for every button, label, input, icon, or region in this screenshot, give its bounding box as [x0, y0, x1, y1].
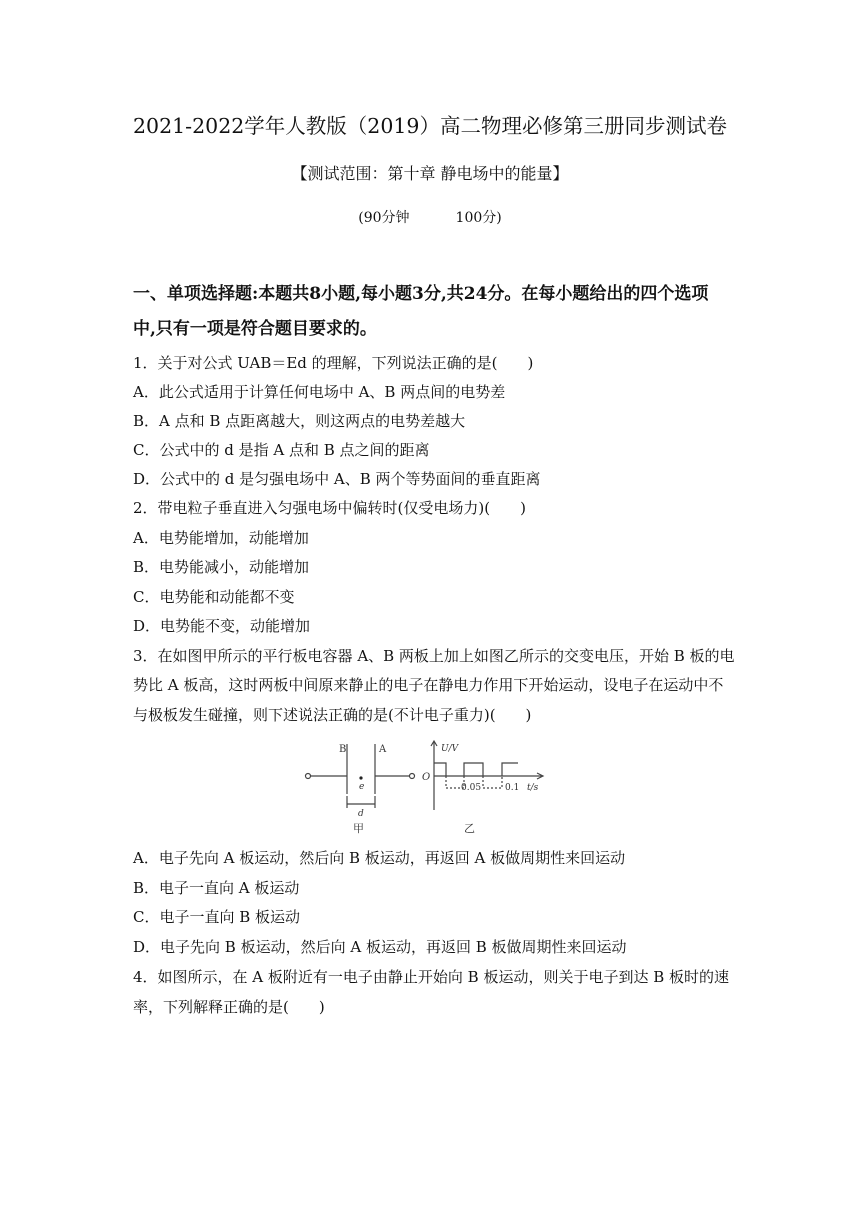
question-1-option-b: B．A 点和 B 点距离越大，则这两点的电势差越大 — [133, 412, 466, 430]
question-2-option-d: D．电势能不变，动能增加 — [133, 617, 311, 635]
exam-title: 2021-2022学年人教版（2019）高二物理必修第三册同步测试卷 — [133, 114, 727, 138]
wave-segment-1 — [434, 763, 446, 776]
u-axis-label: U/V — [441, 744, 459, 754]
question-1-option-c: C．公式中的 d 是指 A 点和 B 点之间的距离 — [133, 441, 430, 459]
electron-dot — [359, 776, 362, 779]
right-terminal — [410, 774, 415, 779]
test-scope: 【测试范围：第十章 静电场中的能量】 — [291, 164, 569, 183]
caption-yi: 乙 — [464, 822, 475, 835]
question-3-stem-line1: 3．在如图甲所示的平行板电容器 A、B 两板上加上如图乙所示的交变电压，开始 B 板的电 — [133, 647, 735, 665]
question-2-option-b: B．电势能减小，动能增加 — [133, 558, 310, 576]
question-3-stem-line2: 势比 A 板高，这时两板中间原来静止的电子在静电力作用下开始运动，设电子在运动中不 — [133, 676, 724, 694]
origin-label: O — [422, 772, 431, 783]
caption-jia: 甲 — [353, 822, 364, 835]
question-4-stem-line1: 4．如图所示，在 A 板附近有一电子由静止开始向 B 板运动，则关于电子到达 B 板时的速 — [133, 968, 730, 986]
left-terminal — [306, 774, 311, 779]
question-1-stem: 1．关于对公式 UAB＝Ed 的理解，下列说法正确的是( ) — [133, 354, 534, 372]
plate-a-label: A — [379, 744, 387, 755]
tick-label-01: 0.1 — [505, 783, 520, 793]
plate-b-label: B — [339, 744, 347, 755]
duration: (90分钟 — [358, 210, 410, 226]
question-3-stem-line3: 与极板发生碰撞，则下述说法正确的是(不计电子重力)( ) — [133, 706, 532, 724]
capacitor-and-voltage-figure — [300, 738, 560, 838]
wave-segment-5 — [502, 763, 518, 776]
question-3-figure — [300, 738, 560, 838]
question-3-option-c: C．电子一直向 B 板运动 — [133, 908, 301, 926]
question-3-option-b: B．电子一直向 A 板运动 — [133, 879, 300, 897]
wave-segment-4 — [483, 776, 502, 788]
time-score-info — [0, 207, 860, 229]
question-3-option-d: D．电子先向 B 板运动，然后向 A 板运动，再返回 B 板做周期性来回运动 — [133, 938, 627, 956]
question-2-option-c: C．电势能和动能都不变 — [133, 588, 295, 606]
capacitor-diagram — [306, 744, 415, 808]
gap-label: d — [358, 809, 364, 819]
tick-label-005: 0.05 — [461, 783, 482, 793]
question-1-option-d: D．公式中的 d 是匀强电场中 A、B 两个等势面间的垂直距离 — [133, 470, 541, 488]
question-2-stem: 2．带电粒子垂直进入匀强电场中偏转时(仅受电场力)( ) — [133, 499, 526, 517]
electron-label: e — [359, 782, 365, 792]
question-4-stem-line2: 率，下列解释正确的是( ) — [133, 998, 325, 1016]
total-score: 100分) — [455, 210, 502, 226]
question-3-option-a: A．电子先向 A 板运动，然后向 B 板运动，再返回 A 板做周期性来回运动 — [133, 849, 626, 867]
t-axis-label: t/s — [527, 783, 539, 793]
question-2-option-a: A．电势能增加，动能增加 — [133, 529, 309, 547]
question-1-option-a: A．此公式适用于计算任何电场中 A、B 两点间的电势差 — [133, 383, 506, 401]
section-heading-line1: 一、单项选择题:本题共8小题,每小题3分,共24分。在每小题给出的四个选项 — [133, 284, 709, 304]
wave-segment-3 — [464, 763, 483, 776]
section-heading-line2: 中,只有一项是符合题目要求的。 — [133, 319, 377, 339]
